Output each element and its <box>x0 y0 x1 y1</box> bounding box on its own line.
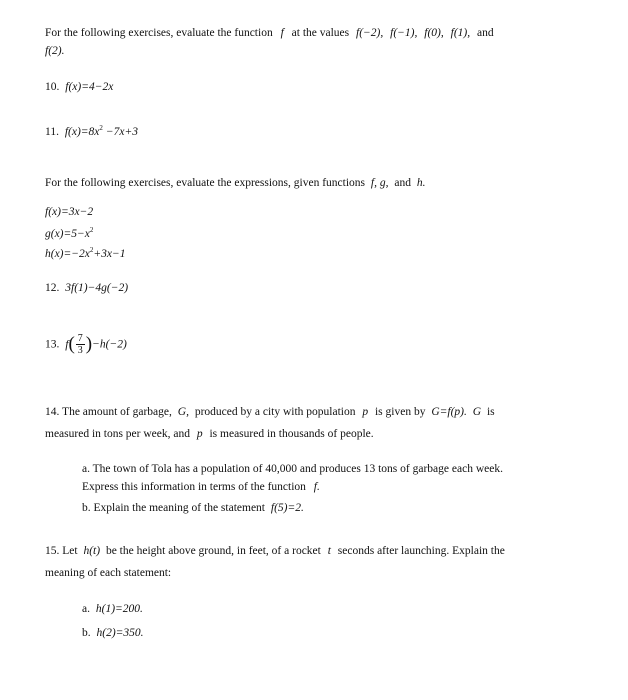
exercise-number: 10. <box>45 81 60 93</box>
exponent: 2 <box>99 124 103 132</box>
variable-p: p <box>196 428 203 440</box>
value-f-neg1: f(−1), <box>390 27 418 39</box>
exercise-15-text-end: seconds after launching. Explain the <box>337 545 505 557</box>
exponent: 2 <box>89 246 94 254</box>
exercise-number: 11. <box>45 125 59 138</box>
group2-intro <box>45 177 425 189</box>
exercise-14-text-mid2: is given by <box>374 406 426 418</box>
exercise-14b <box>82 502 304 514</box>
exercise-14b-text: b. Explain the meaning of the statement <box>82 502 265 514</box>
exercise-15a-expression: h(1)=200. <box>95 603 143 615</box>
exercise-15-line-2 <box>45 567 171 579</box>
exercise-14a-line-2 <box>82 481 320 493</box>
exercise-15-line-1 <box>45 545 505 557</box>
exercise-13 <box>45 333 127 356</box>
exercise-14-text: 14. The amount of garbage, <box>45 406 172 418</box>
intro-and: and <box>476 27 494 39</box>
variable-t: t <box>327 545 331 557</box>
exercise-14-line-1 <box>45 406 495 418</box>
value-f-1: f(1), <box>450 27 471 39</box>
exercise-14a-line-1 <box>82 463 503 475</box>
left-paren: ( <box>68 333 75 355</box>
group2-h: h. <box>416 177 426 189</box>
exercise-14a-text: Express this information in terms of the function <box>82 481 306 493</box>
exercise-10 <box>45 81 113 93</box>
definition-g-expression: g(x)=5−x <box>45 227 90 240</box>
exercise-14-line-2 <box>45 428 374 440</box>
exercise-expression: 3f(1)−4g(−2) <box>65 282 129 294</box>
exercise-12 <box>45 282 128 294</box>
exercise-15b <box>82 627 144 639</box>
fraction-7-3 <box>76 333 85 356</box>
exercise-14a-text: a. The town of Tola has a population of 40,000 and produces 13 tons of garbage each week. <box>82 463 503 475</box>
equation-G-f-p: G=f(p). <box>431 406 467 418</box>
definition-h-expression-rest: +3x−1 <box>93 247 126 260</box>
definition-f-expression: f(x)=3x−2 <box>45 206 94 218</box>
definition-g <box>45 226 93 240</box>
function-f: f <box>65 338 69 351</box>
fraction-denominator: 3 <box>77 345 83 356</box>
fraction-numerator: 7 <box>77 333 83 344</box>
value-f-0: f(0), <box>424 27 444 39</box>
exercise-14-text-mid: produced by a city with population <box>194 406 356 418</box>
right-paren: ) <box>85 333 93 355</box>
exercise-15a <box>82 603 143 615</box>
exercise-expression-rest: −h(−2) <box>92 338 127 351</box>
variable-G: G, <box>177 406 189 418</box>
exercise-number: 12. <box>45 282 60 294</box>
exercise-14-text: measured in tons per week, and <box>45 428 190 440</box>
exercise-11 <box>45 124 138 138</box>
variable-p: p <box>362 406 369 418</box>
exercise-15-text: 15. Let <box>45 545 78 557</box>
function-h-t: h(t) <box>83 545 101 557</box>
exercise-15-text: meaning of each statement: <box>45 567 172 579</box>
exponent: 2 <box>89 226 94 234</box>
exercise-expression: f(x)=8x <box>64 125 100 138</box>
exercise-14b-expression: f(5)=2. <box>270 502 304 514</box>
group2-functions: f, g, <box>370 177 389 189</box>
definition-f <box>45 206 93 218</box>
intro-text-mid: at the values <box>291 27 350 39</box>
exercise-14-text-end: is measured in thousands of people. <box>209 428 374 440</box>
definition-h <box>45 246 126 260</box>
variable-G: G <box>472 406 482 418</box>
item-label: b. <box>82 627 91 639</box>
intro-line-2 <box>45 45 64 57</box>
exercise-expression: f(x)=4−2x <box>65 81 114 93</box>
definition-h-expression: h(x)=−2x <box>45 247 90 260</box>
exercise-number: 13. <box>45 338 60 351</box>
group2-and: and <box>394 177 411 189</box>
exercise-15-text-mid: be the height above ground, in feet, of a rocket <box>105 545 321 557</box>
value-f-2: f(2). <box>45 45 65 57</box>
value-f-neg2: f(−2), <box>356 27 384 39</box>
exercise-15b-expression: h(2)=350. <box>96 627 144 639</box>
intro-text: For the following exercises, evaluate the function <box>45 27 273 39</box>
group2-text: For the following exercises, evaluate the expressions, given functions <box>45 177 366 189</box>
exercise-expression-rest: −7x+3 <box>105 125 139 138</box>
function-f: f. <box>313 481 320 493</box>
intro-function: f <box>280 27 284 39</box>
exercise-14-is: is <box>486 406 495 418</box>
item-label: a. <box>82 603 90 615</box>
intro-line-1 <box>45 27 494 39</box>
